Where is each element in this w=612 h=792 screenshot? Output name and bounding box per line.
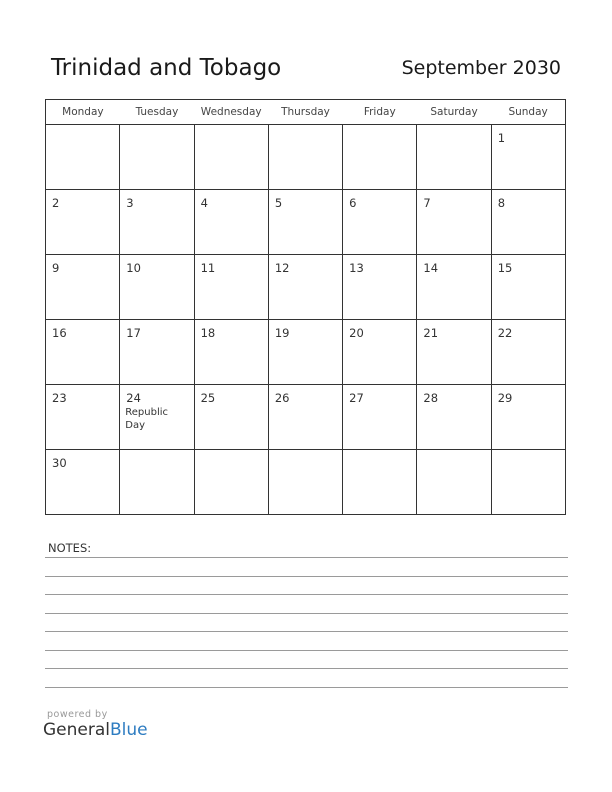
country-title: Trinidad and Tobago [51, 55, 282, 81]
day-number: 5 [274, 196, 283, 210]
day-cell [417, 385, 491, 450]
weekday-header: Tuesday [120, 100, 194, 125]
brand-general: General [43, 720, 110, 740]
note-line [45, 557, 568, 558]
day-number: 27 [349, 391, 364, 405]
day-cell [120, 320, 194, 385]
day-number: 13 [349, 261, 364, 275]
day-cell [417, 255, 491, 320]
day-cell [417, 190, 491, 255]
note-line [45, 613, 568, 614]
weekday-header: Saturday [417, 100, 491, 125]
day-cell [194, 125, 268, 190]
day-cell [268, 255, 342, 320]
day-cell [194, 385, 268, 450]
day-number: 9 [52, 261, 60, 275]
day-number: 4 [200, 196, 208, 210]
day-cell-holiday [120, 385, 194, 450]
brand-logo [43, 720, 148, 740]
powered-by-text: powered by [47, 709, 108, 720]
day-number: 15 [497, 261, 513, 275]
day-number: 11 [200, 261, 216, 275]
day-cell [120, 255, 194, 320]
day-cell [268, 450, 342, 515]
week-row [46, 385, 566, 450]
day-cell [343, 320, 417, 385]
brand-blue: Blue [110, 720, 148, 740]
day-number: 30 [52, 456, 67, 470]
day-cell [343, 125, 417, 190]
day-cell [491, 320, 565, 385]
day-number: 29 [497, 391, 513, 405]
weekday-header: Wednesday [194, 100, 268, 125]
day-cell [268, 320, 342, 385]
day-number: 23 [52, 391, 67, 405]
day-cell [120, 450, 194, 515]
day-number: 26 [274, 391, 290, 405]
day-cell [194, 255, 268, 320]
day-cell [194, 450, 268, 515]
day-cell [417, 320, 491, 385]
day-cell [194, 190, 268, 255]
day-number: 2 [52, 196, 60, 210]
day-number: 6 [349, 196, 357, 210]
day-cell [417, 125, 491, 190]
week-row [46, 320, 566, 385]
day-cell [343, 255, 417, 320]
day-number: 20 [349, 326, 364, 340]
week-row [46, 190, 566, 255]
day-number: 21 [423, 326, 439, 340]
weekday-header: Sunday [491, 100, 565, 125]
day-cell [120, 190, 194, 255]
day-number: 17 [126, 326, 141, 340]
day-cell [268, 190, 342, 255]
day-cell [343, 385, 417, 450]
note-line [45, 687, 568, 688]
weekday-header: Thursday [268, 100, 342, 125]
day-cell [491, 385, 565, 450]
day-number: 12 [274, 261, 290, 275]
calendar-grid [45, 99, 566, 515]
day-cell [46, 450, 120, 515]
day-cell [343, 450, 417, 515]
day-number: 28 [423, 391, 439, 405]
day-cell [120, 125, 194, 190]
week-row [46, 450, 566, 515]
note-line [45, 668, 568, 669]
note-line [45, 650, 568, 651]
day-cell [46, 125, 120, 190]
note-line [45, 631, 568, 632]
note-line [45, 576, 568, 577]
day-cell [46, 320, 120, 385]
day-number: 16 [52, 326, 67, 340]
day-cell [46, 255, 120, 320]
day-number: 10 [126, 261, 141, 275]
day-number: 14 [423, 261, 439, 275]
day-number: 8 [497, 196, 506, 210]
day-number: 1 [497, 131, 506, 145]
day-cell [46, 385, 120, 450]
day-number: 7 [423, 196, 431, 210]
holiday-label: Republic Day [125, 407, 169, 431]
day-number: 19 [274, 326, 290, 340]
day-cell [491, 125, 565, 190]
day-cell [343, 190, 417, 255]
month-title: September 2030 [401, 57, 561, 79]
day-cell [46, 190, 120, 255]
day-cell [491, 255, 565, 320]
day-cell [491, 450, 565, 515]
day-number: 24 [126, 391, 141, 405]
weekday-header: Friday [343, 100, 417, 125]
day-number: 22 [497, 326, 513, 340]
day-number: 18 [200, 326, 216, 340]
week-row [46, 255, 566, 320]
day-cell [268, 125, 342, 190]
day-cell [417, 450, 491, 515]
week-row [46, 125, 566, 190]
day-number: 3 [126, 196, 134, 210]
note-line [45, 594, 568, 595]
notes-label: NOTES: [48, 541, 92, 555]
day-number: 25 [200, 391, 216, 405]
day-cell [491, 190, 565, 255]
weekday-header-row [46, 100, 566, 125]
weekday-header: Monday [46, 100, 120, 125]
day-cell [194, 320, 268, 385]
day-cell [268, 385, 342, 450]
